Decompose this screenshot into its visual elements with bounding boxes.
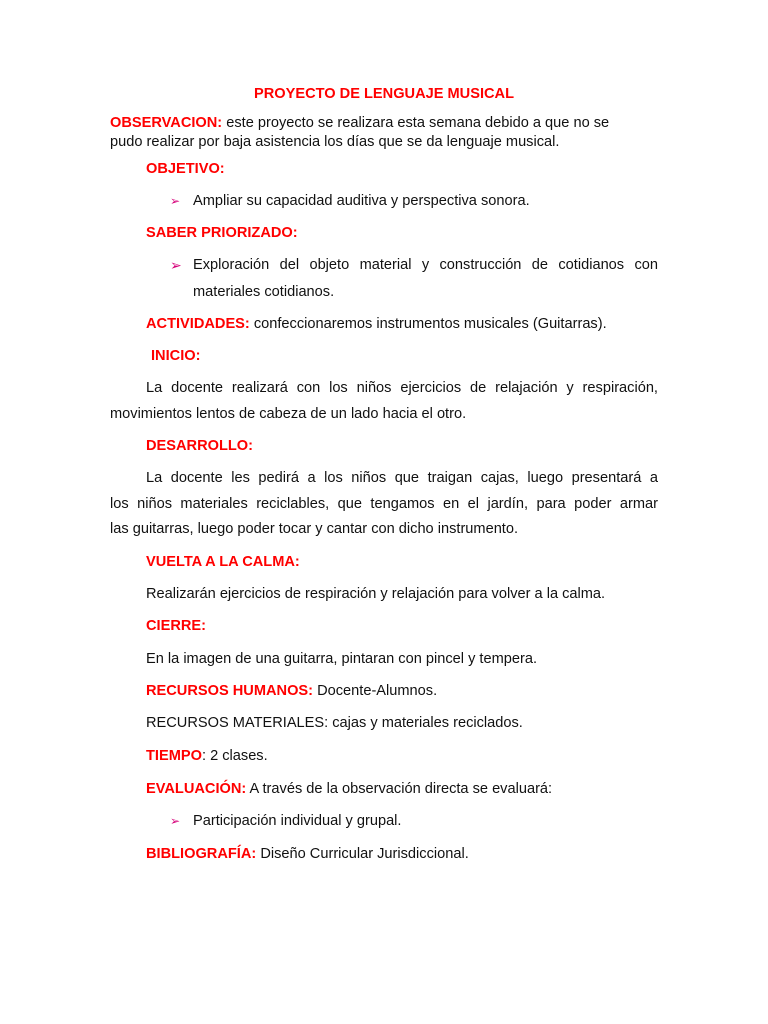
saber-bullet-line-1: Exploración del objeto material y construcción de cotidianos con xyxy=(193,257,658,273)
bibliografia-label: BIBLIOGRAFÍA: xyxy=(146,846,257,862)
document-title: PROYECTO DE LENGUAJE MUSICAL xyxy=(253,86,514,102)
bibliografia-text: Diseño Curricular Jurisdiccional. xyxy=(256,846,469,862)
evaluacion-paragraph xyxy=(146,780,552,798)
desarrollo-line-3: las guitarras, luego poder tocar y cantar con dicho instrumento. xyxy=(110,521,519,537)
observacion-text-2: pudo realizar por baja asistencia los días que se da lenguaje musical. xyxy=(110,134,560,150)
tiempo-label: TIEMPO xyxy=(146,748,202,764)
arrow-bullet-icon: ➢ xyxy=(170,814,181,828)
vuelta-label: VUELTA A LA CALMA: xyxy=(146,554,300,570)
arrow-bullet-icon: ➢ xyxy=(170,257,182,273)
desarrollo-label: DESARROLLO: xyxy=(146,438,254,454)
tiempo-text: 2 clases. xyxy=(206,748,268,764)
desarrollo-line-2: los niños materiales reciclables, que tengamos en el jardín, para poder armar xyxy=(110,496,658,512)
observacion-paragraph xyxy=(110,114,609,132)
cierre-text: En la imagen de una guitarra, pintaran con pincel y tempera. xyxy=(146,651,538,667)
inicio-line-2: movimientos lentos de cabeza de un lado hacia el otro. xyxy=(110,406,467,422)
recursos-humanos-text: Docente-Alumnos. xyxy=(313,683,438,699)
tiempo-paragraph xyxy=(146,747,268,765)
objetivo-bullet: Ampliar su capacidad auditiva y perspectiva sonora. xyxy=(193,193,530,209)
vuelta-text: Realizarán ejercicios de respiración y relajación para volver a la calma. xyxy=(146,586,606,602)
actividades-label: ACTIVIDADES: xyxy=(146,316,250,332)
actividades-text: confeccionaremos instrumentos musicales (Guitarras). xyxy=(249,316,607,332)
evaluacion-label: EVALUACIÓN: xyxy=(146,781,247,797)
evaluacion-bullet: Participación individual y grupal. xyxy=(193,813,402,829)
recursos-materiales-text: RECURSOS MATERIALES: cajas y materiales reciclados. xyxy=(146,715,523,731)
inicio-label: INICIO: xyxy=(151,348,201,364)
recursos-humanos-paragraph xyxy=(146,682,437,700)
arrow-bullet-icon: ➢ xyxy=(170,194,181,208)
bibliografia-paragraph xyxy=(146,845,469,863)
recursos-humanos-label: RECURSOS HUMANOS: xyxy=(146,683,314,699)
actividades-paragraph xyxy=(146,315,607,333)
evaluacion-text: A través de la observación directa se evaluará: xyxy=(246,781,553,797)
observacion-label: OBSERVACION: xyxy=(110,115,223,131)
inicio-line-1: La docente realizará con los niños ejercicios de relajación y respiración, xyxy=(146,380,658,396)
saber-bullet-line-2: materiales cotidianos. xyxy=(193,284,335,300)
desarrollo-line-1: La docente les pedirá a los niños que traigan cajas, luego presentará a xyxy=(146,470,658,486)
observacion-text-1: este proyecto se realizara esta semana debido a que no se xyxy=(222,115,610,131)
cierre-label: CIERRE: xyxy=(146,618,206,634)
tiempo-colon: : xyxy=(201,748,207,764)
saber-label: SABER PRIORIZADO: xyxy=(146,225,298,241)
objetivo-label: OBJETIVO: xyxy=(146,161,225,177)
